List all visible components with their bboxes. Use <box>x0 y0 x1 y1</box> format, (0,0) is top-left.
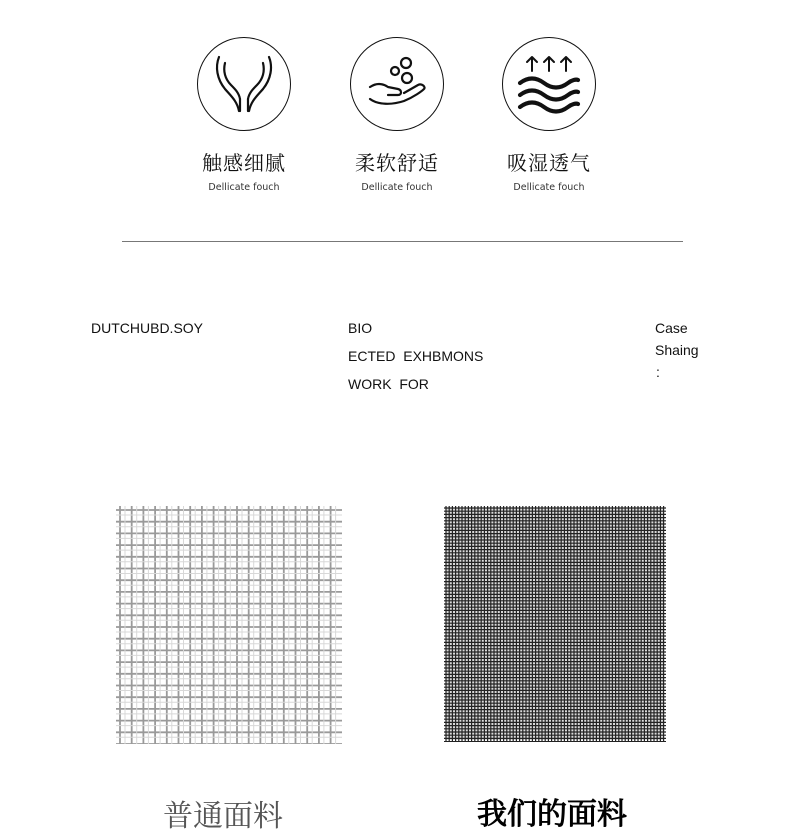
info-right-line: Shaing <box>655 342 699 358</box>
info-left-text: DUTCHUBD.SOY <box>91 320 204 336</box>
normal-fabric-label: 普通面料 <box>163 799 283 834</box>
feature-title: 触感细腻 <box>202 151 286 175</box>
feature-icon-circle <box>502 37 596 131</box>
info-right <box>655 317 699 383</box>
waves-arrows-icon <box>514 49 584 119</box>
feature-soft-comfort <box>327 37 467 193</box>
hand-bubbles-icon <box>362 49 432 119</box>
info-middle-line: ECTED EXHBMONS <box>348 348 484 364</box>
feature-icon-circle <box>197 37 291 131</box>
info-left <box>91 314 203 342</box>
feature-delicate-touch <box>174 37 314 193</box>
info-middle <box>348 314 483 398</box>
info-right-dots: : <box>656 364 660 380</box>
feature-breathable <box>479 37 619 193</box>
hands-icon <box>209 49 279 119</box>
info-right-line: Case <box>655 320 688 336</box>
feature-subtitle: Dellicate fouch <box>513 182 585 193</box>
feature-title: 吸湿透气 <box>507 151 591 175</box>
info-middle-line: WORK FOR <box>348 376 429 392</box>
normal-fabric-swatch <box>116 506 342 744</box>
feature-icon-circle <box>350 37 444 131</box>
our-fabric-swatch <box>444 506 666 742</box>
info-middle-line: BIO <box>348 320 373 336</box>
feature-title: 柔软舒适 <box>355 151 439 175</box>
feature-subtitle: Dellicate fouch <box>361 182 433 193</box>
feature-subtitle: Dellicate fouch <box>208 182 280 193</box>
section-divider <box>122 241 683 242</box>
our-fabric-label: 我们的面料 <box>477 797 627 832</box>
